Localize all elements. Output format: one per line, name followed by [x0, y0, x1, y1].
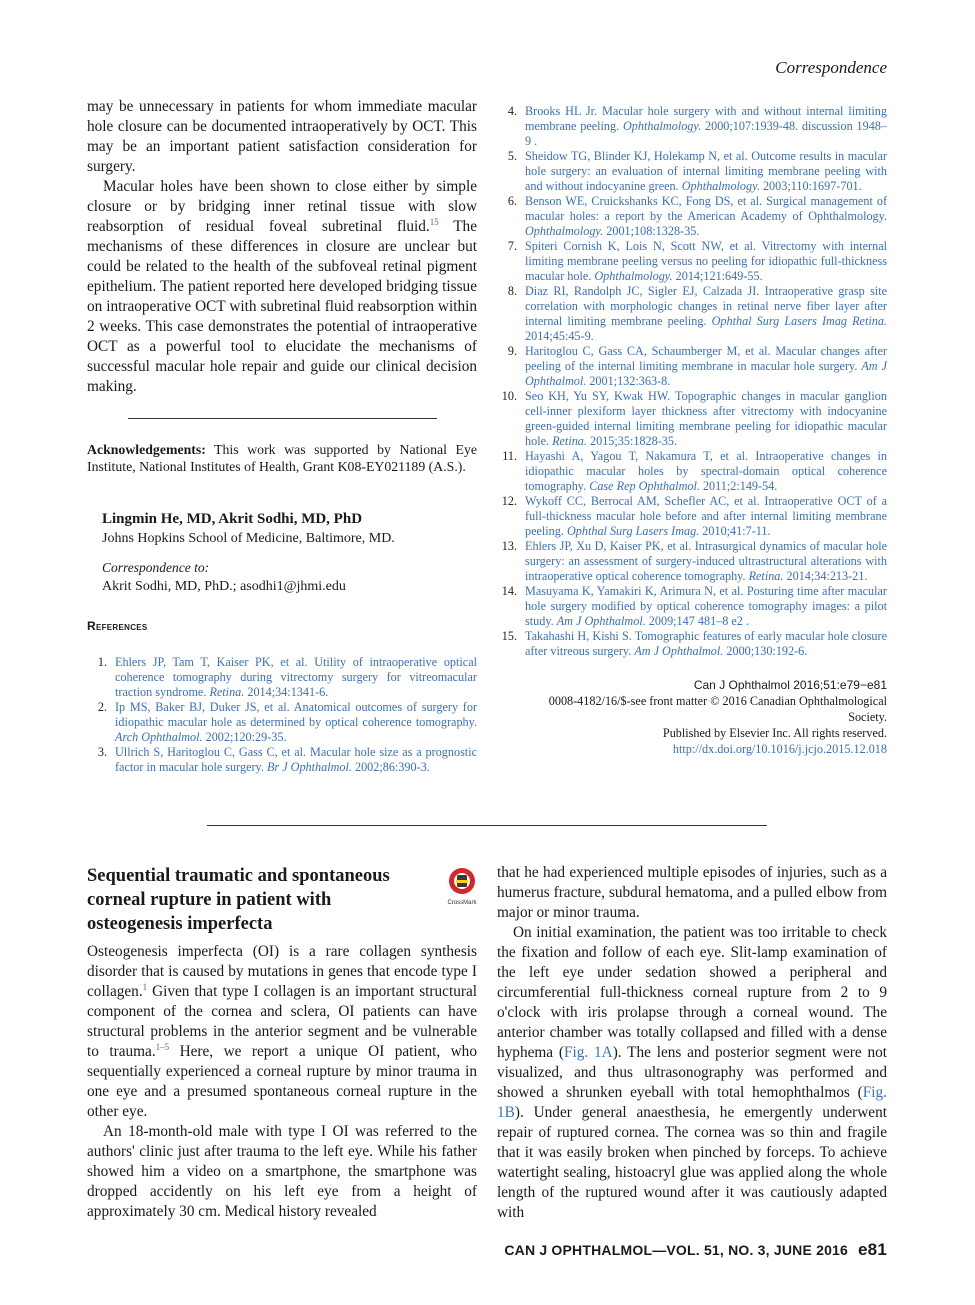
text-run: On initial examination, the patient was too irritable to check the fixation and follow of each eye. Slit-lamp examination of the left eye under sedation showed a peripheral and circumferential full-thickness corneal rupture from 2 to 9 o'clock with iris prolapse through a corneal wound. The anterior chamber was totally collapsed and filled with a dense hyphema ( [497, 924, 887, 1061]
citation-block [497, 677, 887, 757]
body-paragraph [87, 177, 477, 397]
reference-list [497, 104, 887, 659]
text-run: Here, we report a unique OI patient, who sequentially experienced a corneal rupture by minor trauma in one eye and a presumed spontaneous corneal rupture in the other eye. [87, 1043, 477, 1120]
reference-journal: Br J Ophthalmol. [266, 760, 352, 774]
reference-list [87, 655, 477, 775]
crossmark-label: CrossMark [447, 900, 477, 906]
reference-number: 6. [507, 194, 517, 208]
correspondence-label: Correspondence to: [102, 560, 210, 575]
reference-item[interactable] [497, 449, 887, 494]
reference-text[interactable]: Wykoff CC, Berrocal AM, Schefler AC, et al. Intraoperative OCT of a full-thickness macular hole before and after internal limiting membrane peeling. Ophthal Surg Lasers Imag. 2010;41:7-11. [525, 494, 887, 538]
references-list-left [87, 655, 477, 775]
section-divider [128, 418, 437, 419]
reference-text[interactable]: Takahashi H, Kishi S. Tomographic features of early macular hole closure after vitreous surgery. Am J Ophthalmol. 2000;130:192-6. [525, 629, 887, 658]
article-divider [207, 825, 767, 826]
reference-number: 14. [501, 584, 517, 598]
article-title: Sequential traumatic and spontaneous corneal rupture in patient with osteogenesis imperfecta [87, 866, 390, 934]
reference-item[interactable] [497, 194, 887, 239]
reference-number: 1. [97, 655, 107, 669]
body-paragraph: An 18-month-old male with type I OI was referred to the authors' clinic just after trauma to the left eye. While his father showed him a video on a smartphone, the smartphone was dropped accidently on his left eye from a height of approximately 30 cm. Medical history revealed [87, 1123, 477, 1220]
reference-number: 9. [507, 344, 517, 358]
reference-journal: Ophthalmology. [594, 269, 673, 283]
citation-superscript[interactable]: 1 [142, 981, 148, 992]
reference-journal: Ophthalmology. [525, 224, 604, 238]
reference-number: 12. [501, 494, 517, 508]
copyright-line: 0008-4182/16/$-see front matter © 2016 Canadian Ophthalmological [548, 694, 887, 708]
reference-journal: Ophthal Surg Lasers Imag. [566, 524, 700, 538]
reference-journal: Retina. [209, 685, 245, 699]
references-heading: References [87, 619, 148, 633]
text-run: The mechanisms of these differences in closure are unclear but could be related to the health of the subfoveal retinal pigment epithelium. The patient reported here developed bridging tissue on intraoperative OCT with subretinal fluid reabsorption within 2 weeks. This case demonstrates the potential of intraoperative OCT as a powerful tool to elucidate the mechanisms of successful macular hole repair and guide our clinical decision making. [87, 218, 477, 395]
article-right-column [497, 863, 887, 1223]
journal-citation: Can J Ophthalmol 2016;51:e79−e81 [693, 678, 887, 692]
figure-link[interactable]: Fig. 1B [497, 1084, 887, 1121]
article-title-block [87, 864, 477, 936]
body-paragraph [87, 942, 477, 1122]
crossmark-icon[interactable] [445, 866, 479, 906]
reference-number: 3. [97, 745, 107, 759]
reference-text[interactable]: Diaz RI, Randolph JC, Sigler EJ, Calzada JI. Intraoperative grasp site correlation with morphologic changes in retinal nerve fiber layer after internal limiting membrane peeling. Ophthal Surg Lasers Imag Retina. 2014;45:45-9. [525, 284, 887, 343]
reference-item[interactable] [497, 584, 887, 629]
references-list-right [497, 104, 887, 757]
reference-text[interactable]: Benson WE, Cruickshanks KC, Fong DS, et al. Surgical management of macular holes: a report by the American Academy of Ophthalmology. Ophthalmology. 2001;108:1328-35. [525, 194, 887, 238]
reference-number: 10. [501, 389, 517, 403]
citation-superscript[interactable]: 15 [429, 216, 439, 227]
reference-journal: Am J Ophthalmol. [525, 359, 888, 388]
reference-item[interactable] [497, 239, 887, 284]
ack-text: This work was supported by National Eye Institute, National Institutes of Health, Grant K08-EY021189 (A.S.). [87, 442, 477, 474]
reference-text[interactable]: Ehlers JP, Xu D, Kaiser PK, et al. Intrasurgical dynamics of macular hole surgery: an assessment of surgery-induced ultrastructural alterations with intraoperative optical coherence tomography. Retina. 2014;34:213-21. [525, 539, 887, 583]
author-names: Lingmin He, MD, Akrit Sodhi, MD, PhD [102, 511, 363, 527]
reference-item[interactable] [497, 389, 887, 449]
reference-text[interactable]: Seo KH, Yu SY, Kwak HW. Topographic changes in macular ganglion cell-inner plexiform layer thickness after vitrectomy with indocyanine green-guided internal limiting membrane peeling for idiopathic macular hole. Retina. 2015;35:1828-35. [525, 389, 887, 448]
reference-number: 13. [501, 539, 517, 553]
article-left-column [87, 942, 477, 1222]
author-block [102, 509, 477, 597]
footer-journal: CAN J OPHTHALMOL—VOL. 51, NO. 3, JUNE 2016 [504, 1242, 849, 1258]
acknowledgements [87, 441, 477, 475]
reference-journal: Retina. [748, 569, 784, 583]
reference-journal: Arch Ophthalmol. [115, 730, 203, 744]
reference-item[interactable] [497, 629, 887, 659]
references-heading-block [87, 619, 477, 633]
text-run: ). Under general anaesthesia, he emergently underwent repair of ruptured cornea. The cornea was so thin and fragile that it was easily broken when pinched by forceps. To achieve watertight sealing, histoacryl glue was applied along the whole length of the ruptured wound after it was cautiously adapted with [497, 1104, 887, 1221]
doi-link[interactable]: http://dx.doi.org/10.1016/j.jcjo.2015.12.018 [672, 742, 887, 756]
reference-text[interactable]: Ehlers JP, Tam T, Kaiser PK, et al. Utility of intraoperative optical coherence tomography during vitrectomy surgery for vitreomacular traction syndrome. Retina. 2014;34:1341-6. [115, 655, 477, 699]
reference-text[interactable]: Hayashi A, Yagou T, Nakamura T, et al. Intraoperative changes in idiopathic macular holes by spectral-domain optical coherence tomography. Case Rep Ophthalmol. 2011;2:149-54. [525, 449, 887, 493]
reference-journal: Case Rep Ophthalmol. [589, 479, 700, 493]
reference-number: 7. [507, 239, 517, 253]
top-left-column [87, 97, 477, 397]
reference-number: 2. [97, 700, 107, 714]
figure-link[interactable]: Fig. 1A [563, 1044, 613, 1061]
body-paragraph: that he had experienced multiple episodes of injuries, such as a humerus fracture, subdural hematoma, and a pulled elbow from major or minor trauma. [497, 864, 887, 921]
running-head: Correspondence [775, 58, 887, 77]
correspondence-contact: Akrit Sodhi, MD, PhD.; asodhi1@jhmi.edu [102, 579, 346, 594]
text-run: Given that type I collagen is an important structural component of the cornea and sclera, OI patients can have structural problems in the anterior segment and be vulnerable to trauma. [87, 983, 477, 1060]
reference-item[interactable] [497, 494, 887, 539]
reference-number: 11. [502, 449, 517, 463]
reference-text[interactable]: Masuyama K, Yamakiri K, Arimura N, et al. Posturing time after macular hole surgery modified by optical coherence tomography images: a pilot study. Am J Ophthalmol. 2009;147 481–8 e2 . [525, 584, 887, 628]
reference-item[interactable] [497, 539, 887, 584]
text-run: Macular holes have been shown to close either by simple closure or by bridging inner retinal tissue with slow reabsorption of residual foveal subretinal fluid. [87, 178, 477, 235]
page-number: e81 [858, 1240, 887, 1259]
reference-text[interactable]: Ip MS, Baker BJ, Duker JS, et al. Anatomical outcomes of surgery for idiopathic macular hole as determined by optical coherence tomography. Arch Ophthalmol. 2002;120:29-35. [115, 700, 477, 744]
reference-journal: Retina. [552, 434, 587, 448]
reference-item[interactable] [497, 149, 887, 194]
reference-number: 4. [507, 104, 517, 118]
body-paragraph [497, 923, 887, 1223]
reference-item[interactable] [87, 745, 477, 775]
ack-label: Acknowledgements: [87, 442, 206, 457]
reference-item[interactable] [497, 344, 887, 389]
reference-journal: Ophthal Surg Lasers Imag Retina. [711, 314, 887, 328]
reference-item[interactable] [87, 655, 477, 700]
reference-text[interactable]: Sheidow TG, Blinder KJ, Holekamp N, et al. Outcome results in macular hole surgery: an evaluation of internal limiting membrane peeling with and without indocyanine green. Ophthalmology. 2003;110:1697-701. [525, 149, 887, 193]
reference-item[interactable] [87, 700, 477, 745]
reference-journal: Ophthalmology. [681, 179, 760, 193]
reference-journal: Am J Ophthalmol. [634, 644, 724, 658]
acknowledgements-block [87, 441, 477, 475]
page-footer [504, 1240, 887, 1260]
reference-text[interactable]: Ullrich S, Haritoglou C, Gass C, et al. Macular hole size as a prognostic factor in macular hole surgery. Br J Ophthalmol. 2002;86:390-3. [115, 745, 477, 774]
reference-item[interactable] [497, 104, 887, 149]
reference-number: 15. [501, 629, 517, 643]
copyright-line: Society. [848, 710, 887, 724]
body-paragraph: may be unnecessary in patients for whom immediate macular hole closure can be documented intraoperatively by OCT. This may be an important patient satisfaction consideration for surgery. [87, 98, 477, 175]
citation-superscript[interactable]: 1–5 [155, 1041, 170, 1052]
reference-item[interactable] [497, 284, 887, 344]
text-run: Osteogenesis imperfecta (OI) is a rare collagen synthesis disorder that is caused by mutations in genes that encode type I collagen. [87, 943, 477, 1000]
reference-number: 5. [507, 149, 517, 163]
reference-text[interactable]: Spiteri Cornish K, Lois N, Scott NW, et al. Vitrectomy with internal limiting membrane peeling versus no peeling for idiopathic full-thickness macular hole. Ophthalmology. 2014;121:649-55. [525, 239, 887, 283]
reference-journal: Am J Ophthalmol. [556, 614, 646, 628]
reference-number: 8. [507, 284, 517, 298]
reference-text[interactable]: Brooks HL Jr. Macular hole surgery with and without internal limiting membrane peeling. Ophthalmology. 2000;107:1939-48. discussion 1948–9 . [525, 104, 887, 148]
publisher-line: Published by Elsevier Inc. All rights reserved. [662, 726, 887, 740]
text-run: ). The lens and posterior segment were not visualized, and thus ultrasonography was performed and showed a shrunken eyeball with total hemophthalmos ( [497, 1044, 887, 1101]
reference-journal: Ophthalmology. [622, 119, 702, 133]
affiliation: Johns Hopkins School of Medicine, Baltimore, MD. [102, 531, 395, 546]
reference-text[interactable]: Haritoglou C, Gass CA, Schaumberger M, et al. Macular changes after peeling of the internal limiting membrane in macular hole surgery. Am J Ophthalmol. 2001;132:363-8. [525, 344, 888, 388]
